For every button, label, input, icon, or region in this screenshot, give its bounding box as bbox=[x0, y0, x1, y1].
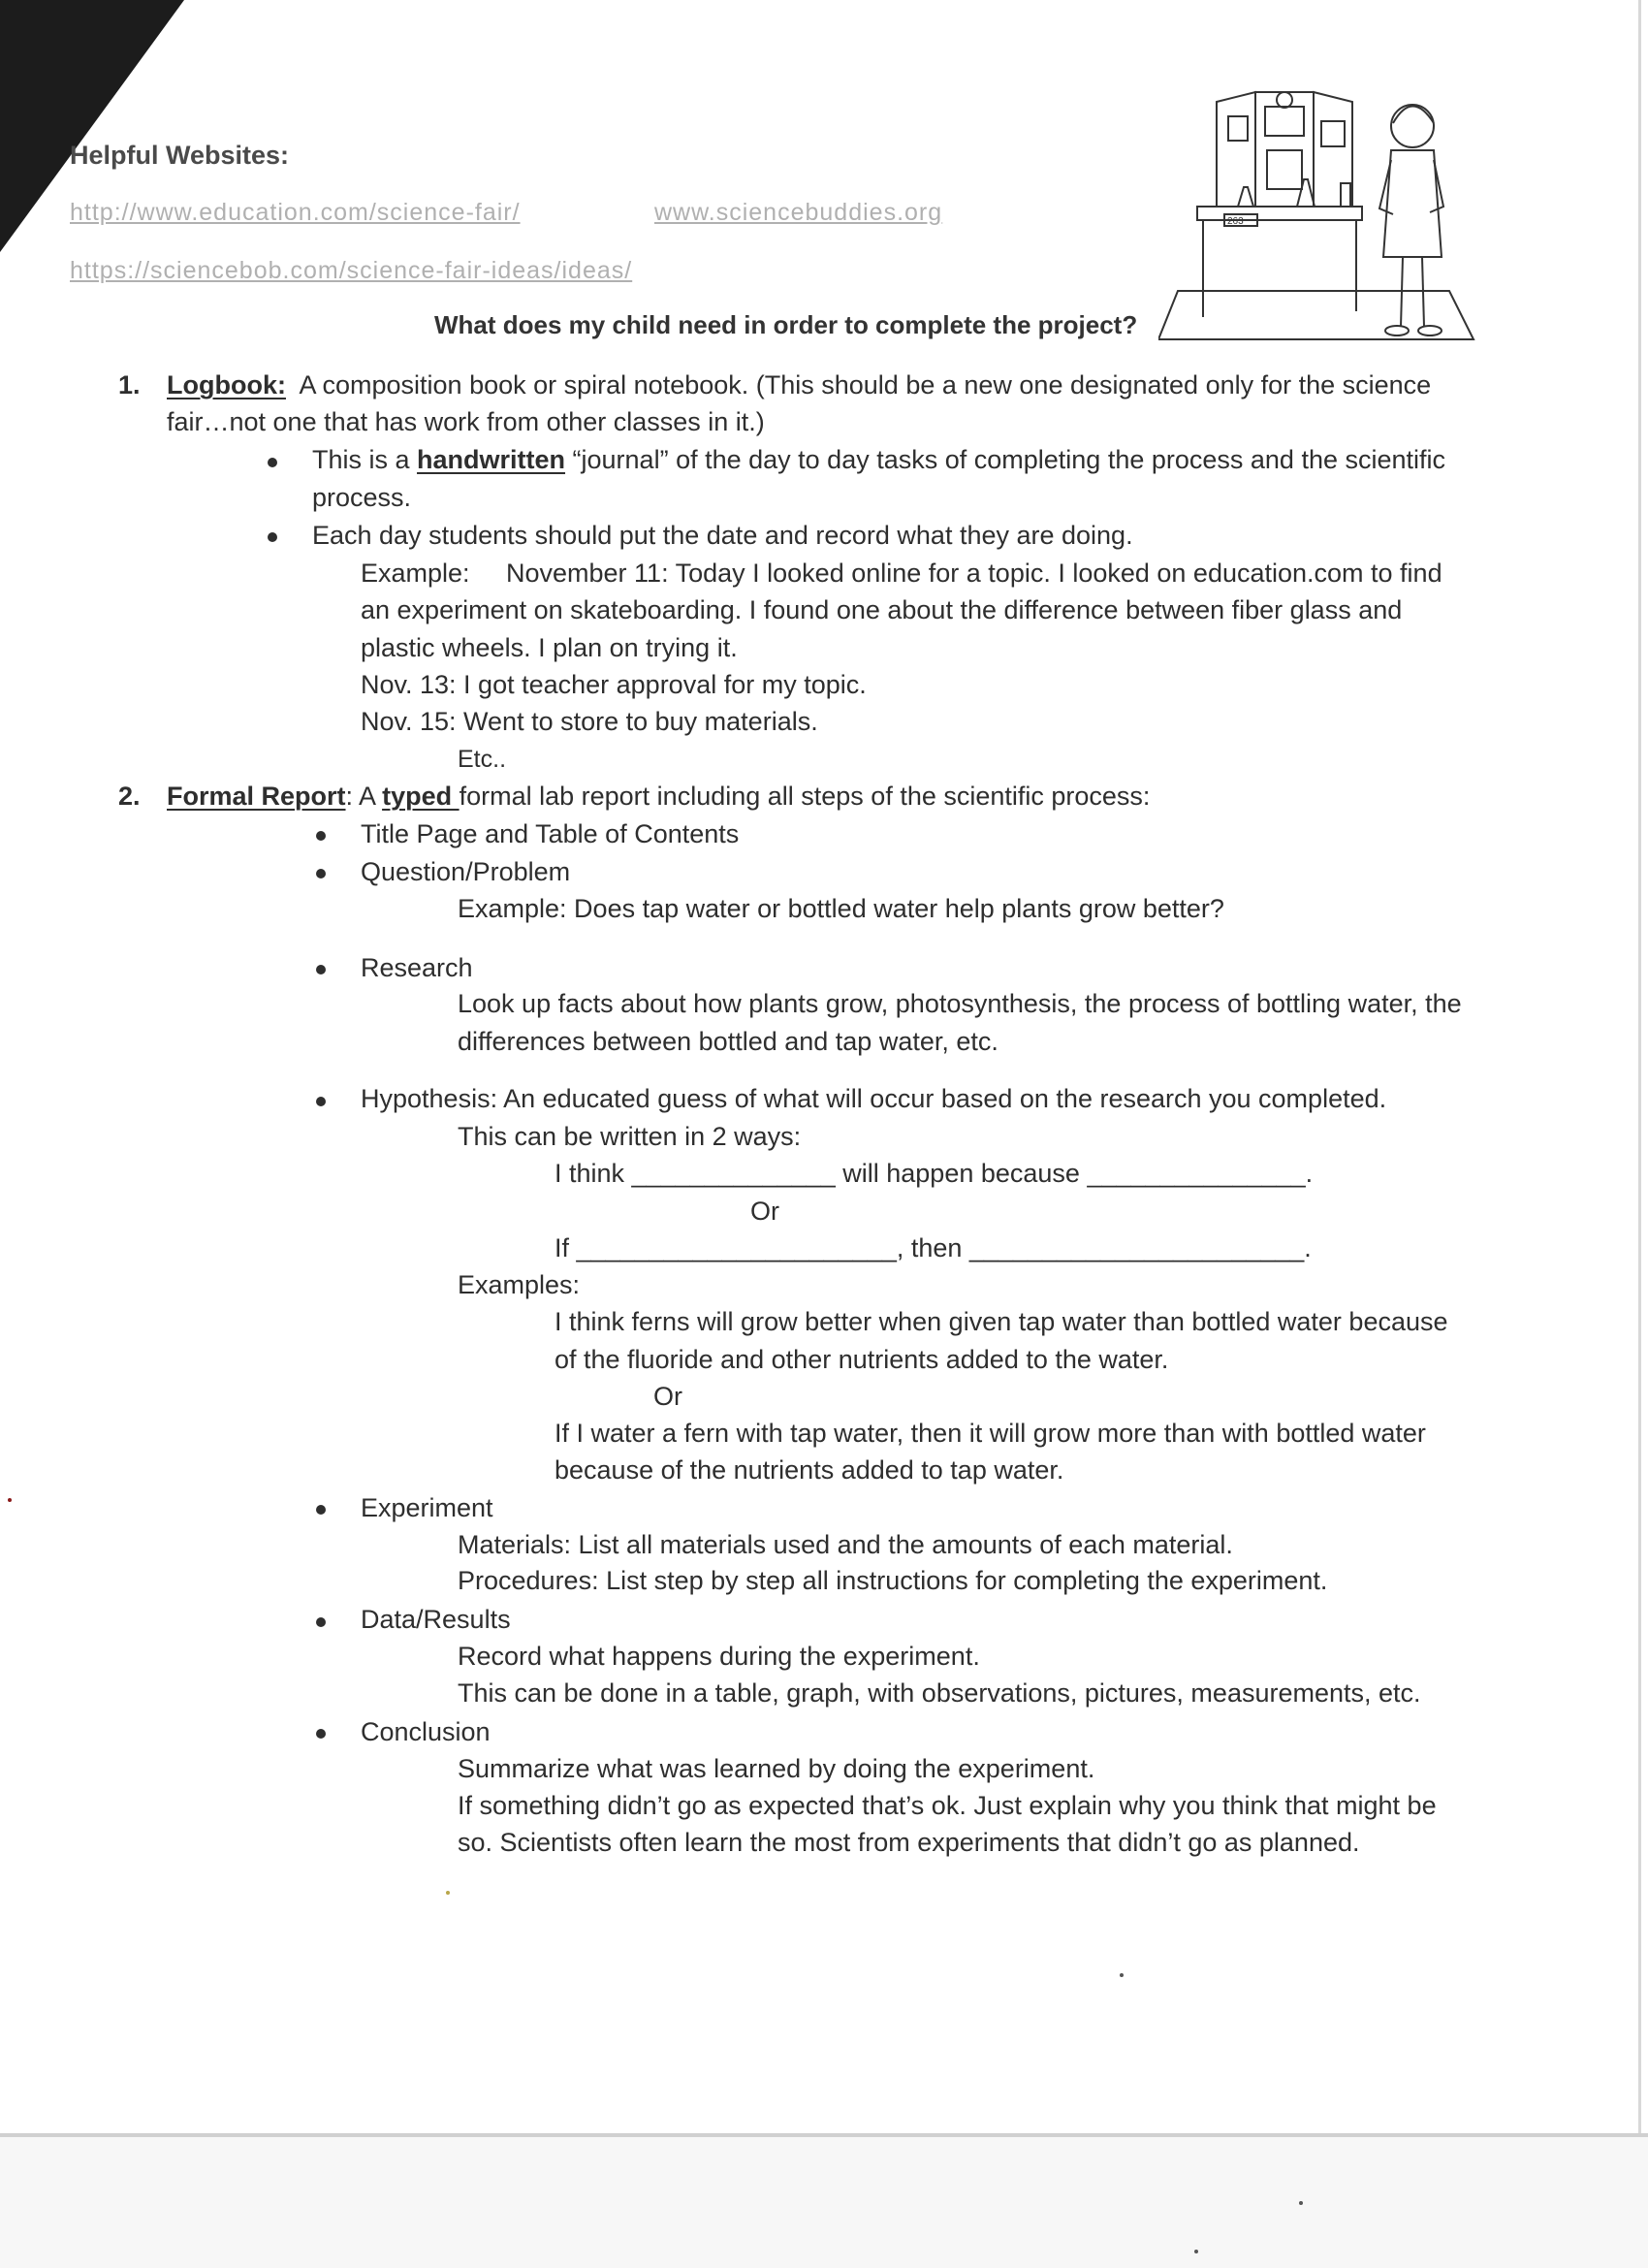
data-results-item: Data/Results bbox=[361, 1605, 511, 1634]
item-number: 1. bbox=[118, 370, 141, 399]
research-item: Research bbox=[361, 953, 473, 982]
logbook-label: Logbook: bbox=[167, 370, 286, 399]
conclusion-item: Conclusion bbox=[361, 1717, 491, 1746]
data-line2: This can be done in a table, graph, with observations, pictures, measurements, etc. bbox=[458, 1678, 1421, 1708]
handwritten-emphasis: handwritten bbox=[417, 445, 566, 474]
text: : A bbox=[345, 782, 383, 811]
bullet bbox=[268, 458, 277, 467]
bullet bbox=[316, 831, 326, 841]
example-or: Or bbox=[653, 1382, 682, 1411]
bullet bbox=[268, 532, 277, 542]
bullet bbox=[316, 1617, 326, 1627]
scan-speck bbox=[1194, 2250, 1198, 2253]
hypothesis-item: Hypothesis: An educated guess of what will occur based on the research you completed. bbox=[361, 1084, 1387, 1113]
tag-number: 263 bbox=[1227, 216, 1244, 227]
bullet bbox=[316, 1729, 326, 1739]
hypothesis-ways: This can be written in 2 ways: bbox=[458, 1122, 802, 1151]
page-edge bbox=[1638, 0, 1641, 2133]
example-label: Example: bbox=[361, 559, 470, 588]
scan-speck bbox=[1299, 2201, 1303, 2205]
bullet bbox=[316, 965, 326, 974]
link-sciencebuddies[interactable]: www.sciencebuddies.org bbox=[654, 199, 943, 226]
bullet bbox=[316, 869, 326, 878]
formal-label: Formal Report bbox=[167, 782, 346, 811]
conclusion-line3: so. Scientists often learn the most from experiments that didn’t go as planned. bbox=[458, 1828, 1360, 1857]
handwritten-line bbox=[312, 443, 1445, 476]
example1-line1: I think ferns will grow better when given tap water than bottled water because bbox=[555, 1307, 1448, 1336]
text: This is a bbox=[312, 445, 418, 474]
logbook-line2: fair…not one that has work from other classes in it.) bbox=[167, 407, 765, 436]
formal-line bbox=[167, 780, 1150, 813]
hypothesis-form1: I think ______________ will happen because _______________. bbox=[555, 1159, 1314, 1188]
conclusion-line1: Summarize what was learned by doing the experiment. bbox=[458, 1754, 1095, 1783]
example-line3: plastic wheels. I plan on trying it. bbox=[361, 633, 738, 662]
handwritten-line2: process. bbox=[312, 483, 412, 512]
link-education[interactable]: http://www.education.com/science-fair/ bbox=[70, 199, 521, 226]
logbook-text: A composition book or spiral notebook. (This should be a new one designated only for the science bbox=[299, 370, 1432, 399]
hypothesis-or: Or bbox=[750, 1197, 779, 1226]
research-line1: Look up facts about how plants grow, photosynthesis, the process of bottling water, the bbox=[458, 989, 1462, 1018]
helpful-heading: Helpful Websites: bbox=[70, 141, 290, 170]
science-fair-illustration bbox=[1158, 82, 1488, 349]
item-number: 2. bbox=[118, 782, 141, 811]
procedures-line: Procedures: List step by step all instructions for completing the experiment. bbox=[458, 1566, 1328, 1595]
text: “journal” of the day to day tasks of completing the process and the scientific bbox=[565, 445, 1446, 474]
logbook-line1 bbox=[167, 368, 1431, 401]
text: formal lab report including all steps of the scientific process: bbox=[459, 782, 1151, 811]
question-heading: What does my child need in order to complete the project? bbox=[434, 310, 1138, 339]
link-sciencebob[interactable]: https://sciencebob.com/science-fair-ideas/ideas/ bbox=[70, 257, 633, 284]
materials-line: Materials: List all materials used and the amounts of each material. bbox=[458, 1530, 1233, 1559]
hypothesis-form2: If ______________________, then _______________________. bbox=[555, 1233, 1312, 1262]
example-line1: November 11: Today I looked online for a topic. I looked on education.com to find bbox=[506, 559, 1442, 588]
research-line2: differences between bottled and tap water, etc. bbox=[458, 1027, 998, 1056]
scan-speck bbox=[1120, 1973, 1124, 1977]
scan-speck bbox=[446, 1891, 450, 1895]
examples-label: Examples: bbox=[458, 1270, 581, 1299]
scan-speck bbox=[8, 1498, 12, 1502]
bullet bbox=[316, 1505, 326, 1515]
experiment-item: Experiment bbox=[361, 1493, 493, 1522]
example2-line2: because of the nutrients added to tap water. bbox=[555, 1455, 1064, 1485]
question-item: Question/Problem bbox=[361, 857, 571, 886]
example-etc: Etc.. bbox=[458, 746, 507, 773]
each-day-line: Each day students should put the date and record what they are doing. bbox=[312, 521, 1133, 550]
scanner-bed bbox=[0, 2137, 1648, 2268]
example-line5: Nov. 15: Went to store to buy materials. bbox=[361, 707, 818, 736]
title-page-item: Title Page and Table of Contents bbox=[361, 819, 740, 848]
example1-line2: of the fluoride and other nutrients added to the water. bbox=[555, 1345, 1169, 1374]
bullet bbox=[316, 1097, 326, 1106]
data-line1: Record what happens during the experiment. bbox=[458, 1642, 980, 1671]
typed-emphasis: typed bbox=[382, 782, 460, 811]
example-line4: Nov. 13: I got teacher approval for my topic. bbox=[361, 670, 867, 699]
example2-line1: If I water a fern with tap water, then it will grow more than with bottled water bbox=[555, 1419, 1426, 1448]
conclusion-line2: If something didn’t go as expected that’s ok. Just explain why you think that might be bbox=[458, 1791, 1437, 1820]
question-example: Example: Does tap water or bottled water help plants grow better? bbox=[458, 894, 1224, 923]
example-line2: an experiment on skateboarding. I found one about the difference between fiber glass and bbox=[361, 595, 1403, 624]
